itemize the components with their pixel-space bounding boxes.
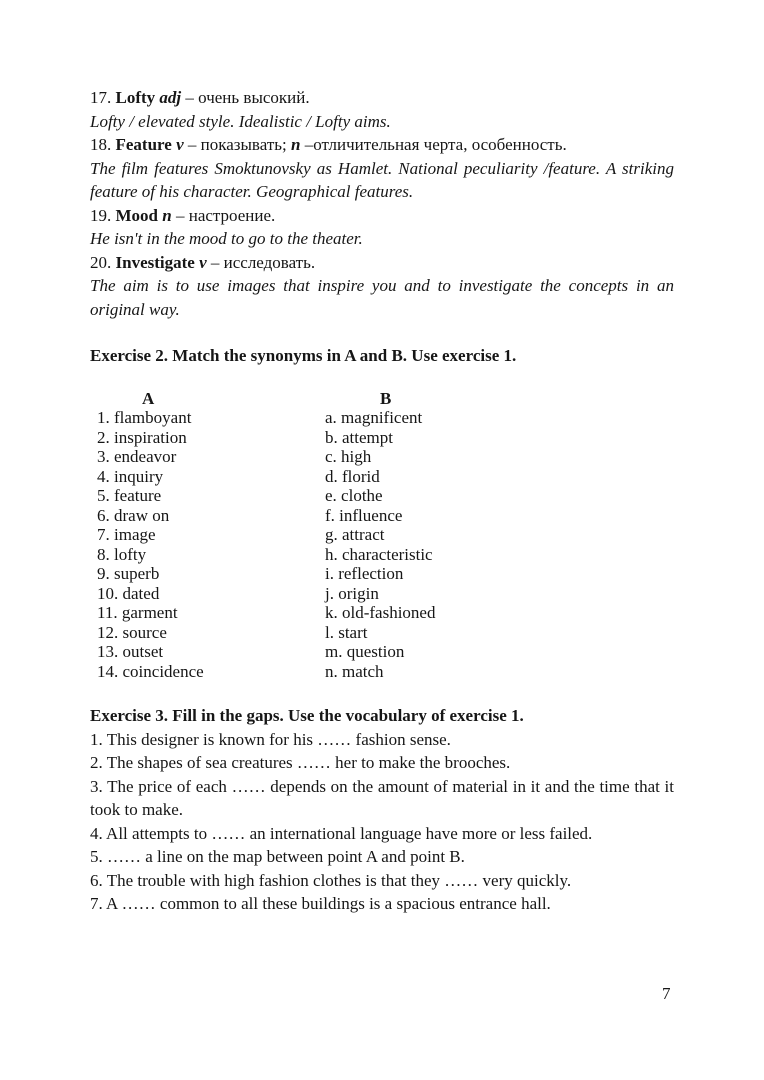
vocab-definition: – исследовать. xyxy=(206,252,316,272)
gap-fill-sentence: 2. The shapes of sea creatures …… her to make the brooches. xyxy=(90,753,511,772)
gap-fill-sentence: 6. The trouble with high fashion clothes is that they …… very quickly. xyxy=(90,870,572,890)
match-item-b: i. reflection xyxy=(325,564,404,583)
match-item-a: 11. garment xyxy=(97,603,178,622)
match-item-b: f. influence xyxy=(325,505,403,525)
vocab-entry-18 xyxy=(90,133,674,157)
gap-fill-sentence: 1. This designer is known for his …… fashion sense. xyxy=(90,729,451,749)
entry-number: 17. xyxy=(90,88,116,107)
match-item-b: l. start xyxy=(325,622,368,642)
vocab-definition: – настроение. xyxy=(171,205,276,225)
match-item-b: e. clothe xyxy=(325,486,383,505)
part-of-speech: v xyxy=(194,252,207,272)
match-item-a: 10. dated xyxy=(97,583,160,603)
match-item-b: g. attract xyxy=(325,525,385,544)
match-item-a: 1. flamboyant xyxy=(97,408,192,427)
vocabulary-section xyxy=(90,86,674,321)
exercise-3-title: Exercise 3. Fill in the gaps. Use the vocabulary of exercise 1. xyxy=(90,706,524,725)
vocab-term: Mood xyxy=(115,205,158,225)
vocab-example-18: The film features Smoktunovsky as Hamlet. National peculiarity /feature. A striking feature of his character. Geographical features. xyxy=(90,158,674,201)
column-b-header: B xyxy=(380,388,392,408)
gap-fill-sentence: 4. All attempts to …… an international language have more or less failed. xyxy=(90,823,593,843)
part-of-speech: n xyxy=(291,135,301,154)
match-item-a: 13. outset xyxy=(97,642,164,661)
match-item-b: n. match xyxy=(325,661,384,681)
column-a xyxy=(90,389,325,682)
match-item-b: k. old-fashioned xyxy=(325,603,436,622)
match-item-b: h. characteristic xyxy=(325,544,433,564)
match-item-a: 5. feature xyxy=(97,486,162,505)
match-item-a: 6. draw on xyxy=(97,505,170,525)
column-a-header: A xyxy=(142,388,155,408)
match-item-a: 14. coincidence xyxy=(97,661,204,681)
vocab-entry-20 xyxy=(90,251,674,275)
vocab-example-17: Lofty / elevated style. Idealistic / Lofty aims. xyxy=(90,111,391,131)
vocab-definition: – показывать; xyxy=(183,135,291,154)
entry-number: 20. xyxy=(90,252,116,272)
synonym-match-columns xyxy=(90,389,674,682)
match-item-b: d. florid xyxy=(325,466,380,486)
match-item-b: m. question xyxy=(325,642,405,661)
vocab-entry-17 xyxy=(90,86,674,110)
vocab-definition: – очень высокий. xyxy=(181,88,310,107)
page-number: 7 xyxy=(662,984,671,1003)
match-item-a: 7. image xyxy=(97,525,156,544)
exercise-3-section xyxy=(90,704,674,916)
entry-number: 18. xyxy=(90,135,116,154)
entry-number: 19. xyxy=(90,205,116,225)
vocab-entry-19 xyxy=(90,204,674,228)
gap-fill-sentence: 3. The price of each …… depends on the amount of material in it and the time that it took to make. xyxy=(90,776,674,819)
column-b xyxy=(325,389,674,682)
gap-fill-sentence: 5. …… a line on the map between point A and point B. xyxy=(90,847,465,866)
match-item-b: c. high xyxy=(325,447,372,466)
match-item-b: a. magnificent xyxy=(325,408,423,427)
vocab-term: Investigate xyxy=(115,252,195,272)
match-item-a: 3. endeavor xyxy=(97,447,177,466)
match-item-a: 12. source xyxy=(97,622,167,642)
gap-fill-sentence: 7. A …… common to all these buildings is a spacious entrance hall. xyxy=(90,894,551,913)
part-of-speech: adj xyxy=(155,88,182,107)
part-of-speech: v xyxy=(171,135,184,154)
vocab-term: Lofty xyxy=(115,88,156,107)
exercise-2-section xyxy=(90,344,674,681)
match-item-a: 8. lofty xyxy=(97,544,147,564)
vocab-term: Feature xyxy=(115,135,172,154)
match-item-b: b. attempt xyxy=(325,427,393,447)
match-item-a: 9. superb xyxy=(97,564,160,583)
match-item-a: 4. inquiry xyxy=(97,466,164,486)
part-of-speech: n xyxy=(158,205,172,225)
match-item-a: 2. inspiration xyxy=(97,427,187,447)
match-item-b: j. origin xyxy=(325,583,379,603)
exercise-2-title: Exercise 2. Match the synonyms in A and B. Use exercise 1. xyxy=(90,346,517,365)
vocab-example-19: He isn't in the mood to go to the theater. xyxy=(90,229,363,248)
page-content xyxy=(90,86,674,916)
vocab-definition: –отличительная черта, особенность. xyxy=(300,135,567,154)
vocab-example-20: The aim is to use images that inspire you and to investigate the concepts in an original way. xyxy=(90,276,674,319)
